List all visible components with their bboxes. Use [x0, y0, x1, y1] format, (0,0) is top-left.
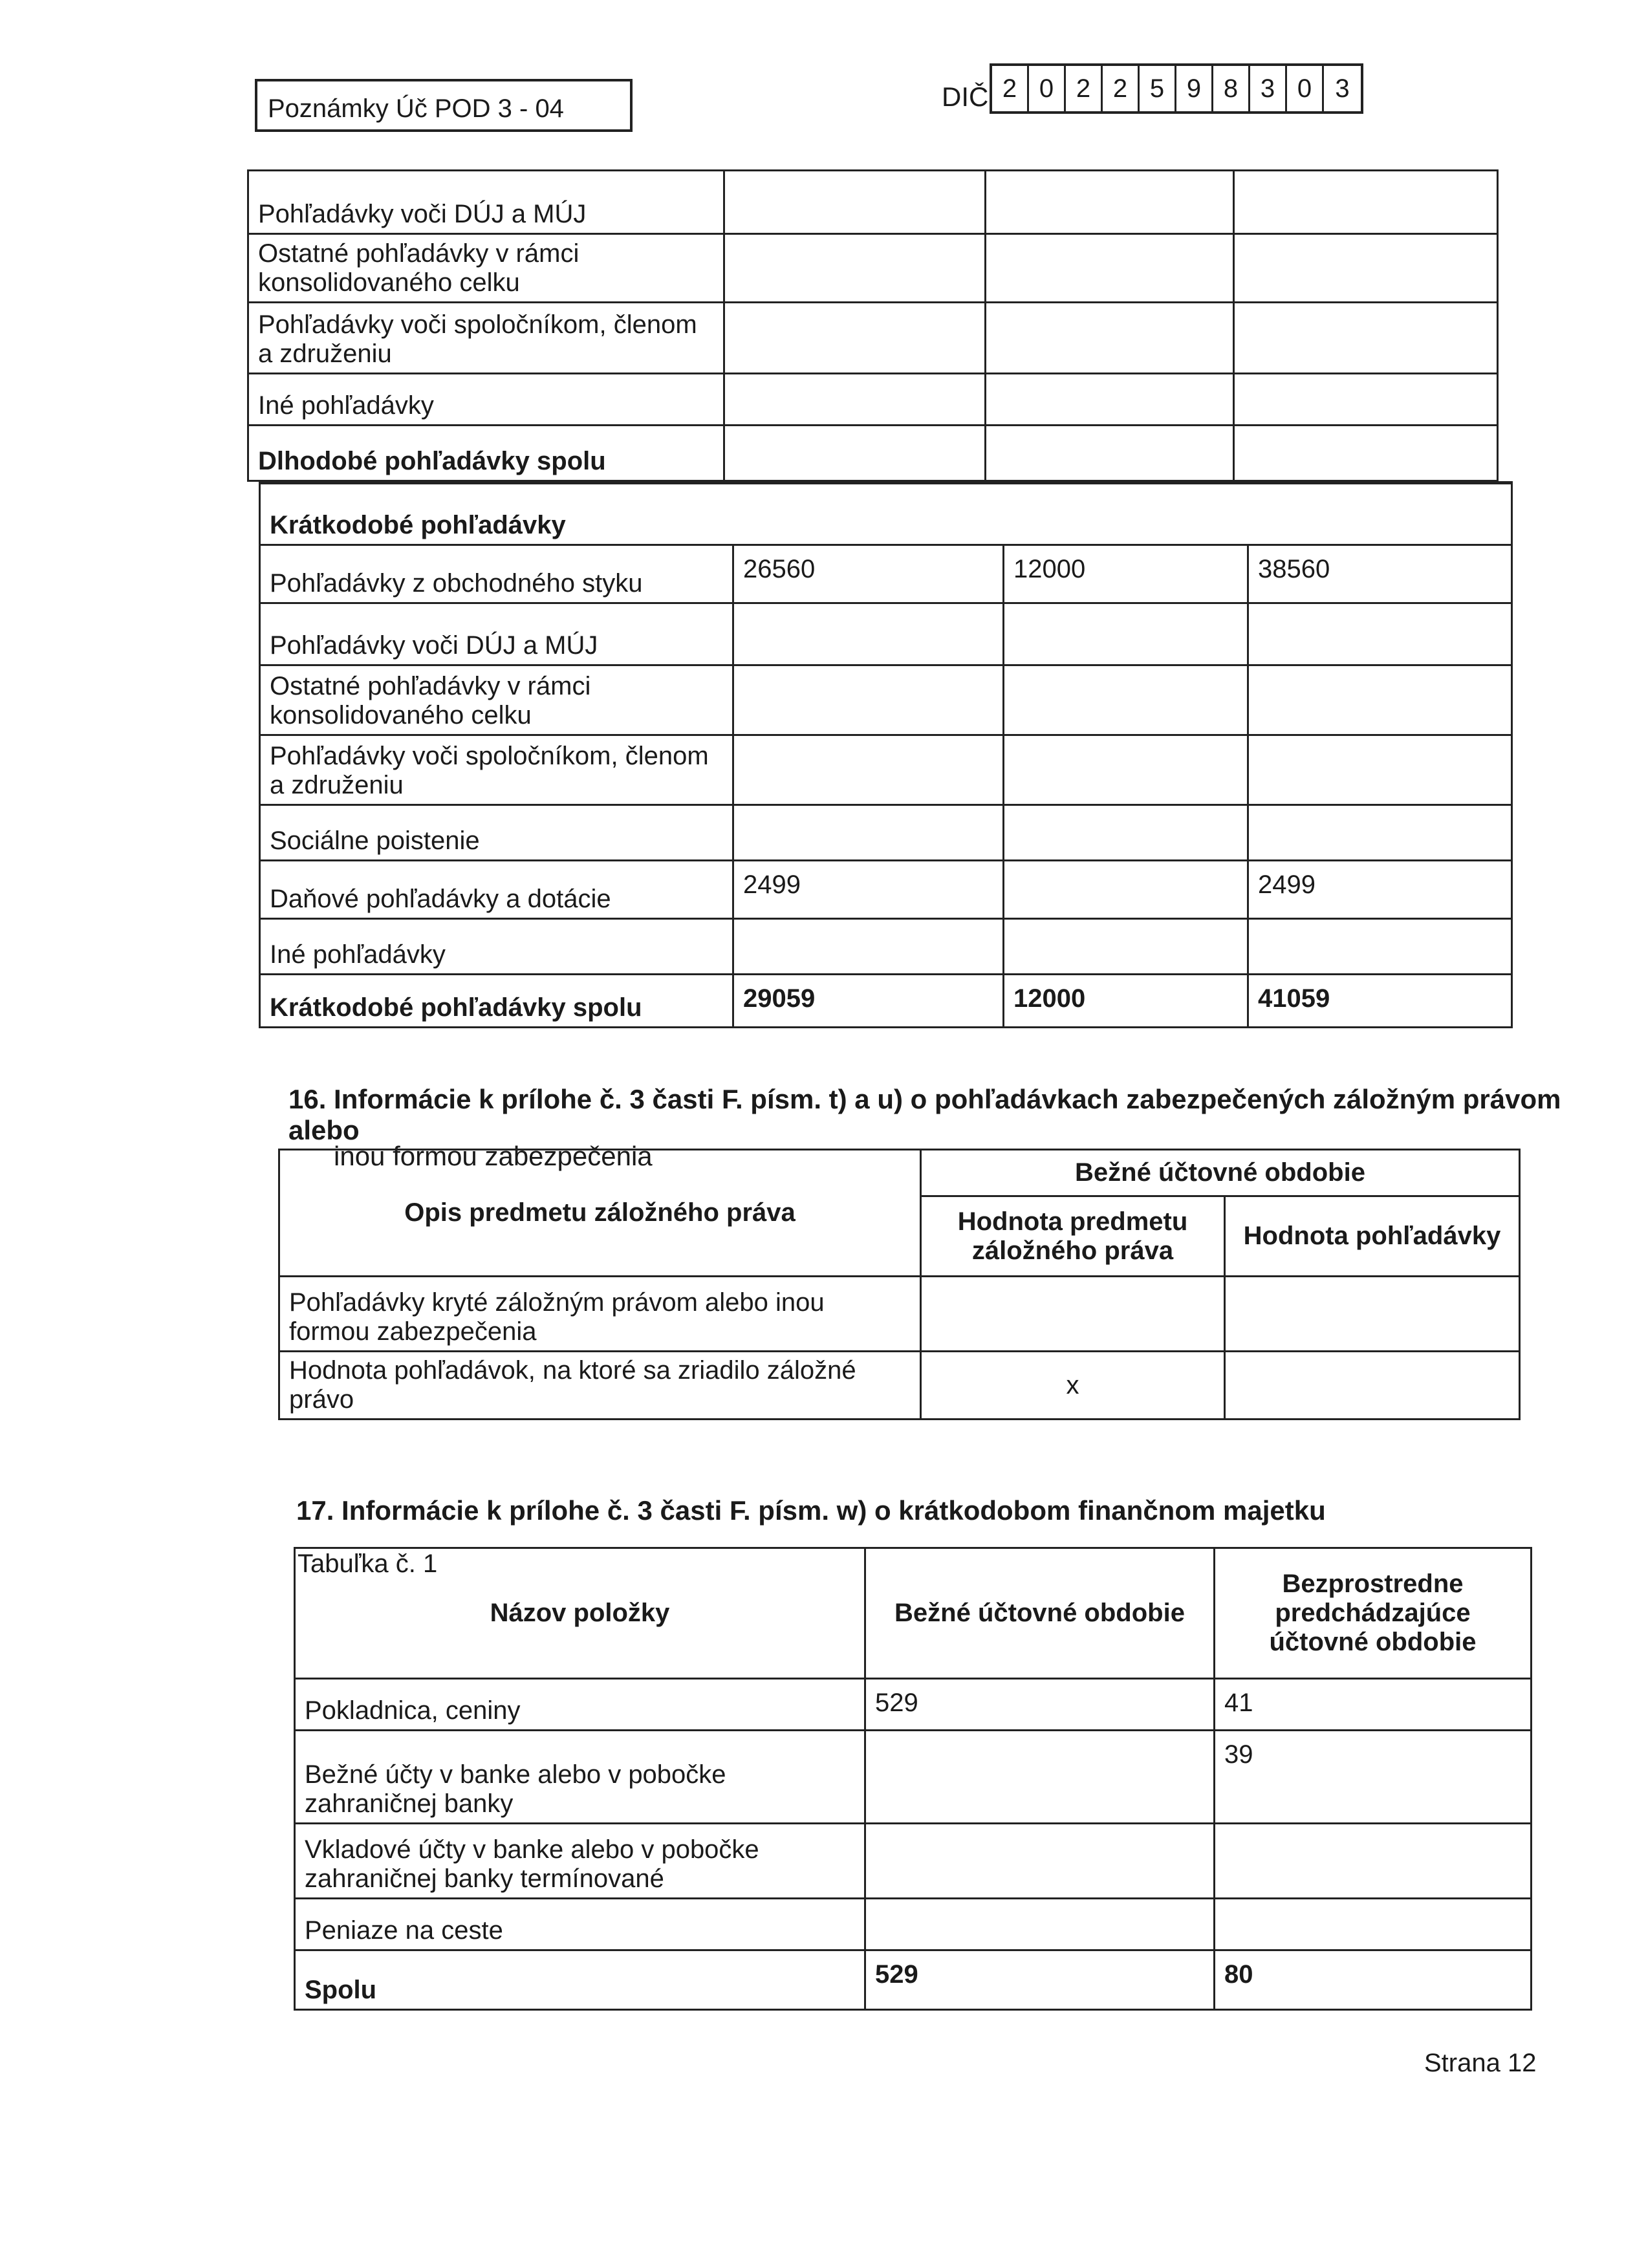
value-cell: [1004, 805, 1248, 861]
value-cell: [1248, 665, 1512, 735]
table-row-total: [248, 426, 1498, 481]
table-label: Tabuľka č. 1: [298, 1550, 438, 1578]
row-label: Iné pohľadávky: [260, 919, 733, 975]
table-row: [248, 303, 1498, 374]
short-term-receivables-table: [259, 481, 1513, 1028]
form-id-box: [255, 79, 633, 132]
value-cell: 12000: [1004, 545, 1248, 603]
value-cell: [986, 426, 1234, 481]
row-label: Pokladnica, ceniny: [295, 1679, 865, 1731]
table-header-row: [295, 1548, 1532, 1679]
value-cell: [724, 426, 986, 481]
form-id-label: Poznámky Úč POD 3 - 04: [268, 94, 564, 123]
value-cell: 41059: [1248, 975, 1512, 1028]
value-cell: [1234, 303, 1498, 374]
table-row: [260, 805, 1512, 861]
value-cell: 29059: [733, 975, 1004, 1028]
row-label: Hodnota pohľadávok, na ktoré sa zriadilo záložné právo: [279, 1352, 921, 1420]
value-cell: 80: [1215, 1950, 1532, 2010]
value-cell: [1004, 735, 1248, 805]
table-row: [295, 1731, 1532, 1824]
dic-digit: 5: [1140, 66, 1176, 111]
value-cell: [724, 303, 986, 374]
value-cell: [1004, 919, 1248, 975]
value-cell: [1248, 603, 1512, 665]
table-row-total: [260, 975, 1512, 1028]
section-16-title-cont: inou formou zabezpečenia: [334, 1141, 653, 1171]
row-label: Krátkodobé pohľadávky spolu: [260, 975, 733, 1028]
table-row: [260, 735, 1512, 805]
table-row: [248, 234, 1498, 303]
row-label: Sociálne poistenie: [260, 805, 733, 861]
table-row: [260, 919, 1512, 975]
value-cell: 2499: [1248, 861, 1512, 919]
row-label: Spolu: [295, 1950, 865, 2010]
value-cell: [1225, 1352, 1520, 1420]
value-cell: [1215, 1899, 1532, 1950]
dic-digit: 8: [1213, 66, 1250, 111]
dic-label: DIČ: [942, 81, 989, 112]
dic-digit: 3: [1250, 66, 1287, 111]
value-cell: [865, 1824, 1215, 1899]
value-cell: [724, 374, 986, 426]
dic-digit: 0: [1029, 66, 1066, 111]
value-cell: [1248, 735, 1512, 805]
table-row: [260, 545, 1512, 603]
table-row: [279, 1352, 1520, 1420]
col-current-header: Bežné účtovné obdobie: [865, 1548, 1215, 1679]
row-label: Daňové pohľadávky a dotácie: [260, 861, 733, 919]
value-cell: [1234, 426, 1498, 481]
col-previous-header: Bezprostredne predchádzajúce účtovné obdobie: [1215, 1548, 1532, 1679]
value-cell: [1004, 665, 1248, 735]
value-cell: [986, 171, 1234, 234]
value-cell: x: [921, 1352, 1225, 1420]
value-cell: [1234, 171, 1498, 234]
value-cell: [724, 171, 986, 234]
value-cell: [1004, 603, 1248, 665]
value-cell: [733, 805, 1004, 861]
table-header-row: [279, 1150, 1520, 1196]
row-label: Pohľadávky kryté záložným právom alebo inou formou zabezpečenia: [279, 1277, 921, 1352]
value-cell: [733, 603, 1004, 665]
row-label: Pohľadávky voči spoločníkom, členom a združeniu: [248, 303, 724, 374]
value-cell: [986, 303, 1234, 374]
value-cell: 41: [1215, 1679, 1532, 1731]
dic-digit: 3: [1335, 74, 1350, 103]
row-label: Pohľadávky voči DÚJ a MÚJ: [260, 603, 733, 665]
col-value-receivable-header: Hodnota pohľadávky: [1225, 1196, 1520, 1277]
table-row: [248, 374, 1498, 426]
value-cell: [724, 234, 986, 303]
section-16-title: 16. Informácie k prílohe č. 3 časti F. písm. t) a u) o pohľadávkach zabezpečených záložným právom alebo: [288, 1084, 1561, 1145]
table-row: [295, 1824, 1532, 1899]
table-row: [295, 1679, 1532, 1731]
row-label: Vkladové účty v banke alebo v pobočke zahraničnej banky termínované: [295, 1824, 865, 1899]
value-cell: 529: [865, 1679, 1215, 1731]
page-number: Strana 12: [1424, 2049, 1537, 2077]
long-term-receivables-table: [247, 169, 1499, 482]
table-row-total: [295, 1950, 1532, 2010]
value-cell: 38560: [1248, 545, 1512, 603]
dic-digit: 2: [1066, 66, 1103, 111]
row-label: Pohľadávky voči spoločníkom, členom a združeniu: [260, 735, 733, 805]
value-cell: [1225, 1277, 1520, 1352]
value-cell: 12000: [1004, 975, 1248, 1028]
dic-digit: 2: [1103, 66, 1140, 111]
dic-digit: 0: [1287, 66, 1324, 111]
table-row: [260, 603, 1512, 665]
value-cell: [1248, 805, 1512, 861]
value-cell: [865, 1899, 1215, 1950]
financial-assets-table: [294, 1547, 1532, 2011]
value-cell: [1248, 919, 1512, 975]
row-label: Pohľadávky voči DÚJ a MÚJ: [248, 171, 724, 234]
value-cell: [1004, 861, 1248, 919]
value-cell: 26560: [733, 545, 1004, 603]
row-label: Dlhodobé pohľadávky spolu: [248, 426, 724, 481]
dic-digit: 2: [992, 66, 1029, 111]
section-label: Krátkodobé pohľadávky: [260, 483, 1512, 545]
value-cell: [1234, 374, 1498, 426]
row-label: Pohľadávky z obchodného styku: [260, 545, 733, 603]
col-name-header: Názov položky: [295, 1548, 865, 1679]
value-cell: [986, 234, 1234, 303]
dic-digit: 9: [1176, 66, 1213, 111]
value-cell: [1234, 234, 1498, 303]
value-cell: [986, 374, 1234, 426]
col-value-subject-header: Hodnota predmetu záložného práva: [921, 1196, 1225, 1277]
row-label: Ostatné pohľadávky v rámci konsolidovaného celku: [248, 234, 724, 303]
value-cell: [921, 1277, 1225, 1352]
row-label: Bežné účty v banke alebo v pobočke zahraničnej banky: [295, 1731, 865, 1824]
section-header-row: [260, 483, 1512, 545]
value-cell: [733, 665, 1004, 735]
value-cell: 529: [865, 1950, 1215, 2010]
row-label: Peniaze na ceste: [295, 1899, 865, 1950]
table-row: [260, 861, 1512, 919]
dic-digit-cells: [990, 63, 1363, 114]
value-cell: 39: [1215, 1731, 1532, 1824]
col-desc-header: Opis predmetu záložného práva: [279, 1150, 921, 1277]
collateral-table: [278, 1149, 1521, 1420]
value-cell: [733, 919, 1004, 975]
group-header: Bežné účtovné obdobie: [921, 1150, 1520, 1196]
row-label: Iné pohľadávky: [248, 374, 724, 426]
value-cell: [865, 1731, 1215, 1824]
table-row: [248, 171, 1498, 234]
table-row: [295, 1899, 1532, 1950]
row-label: Ostatné pohľadávky v rámci konsolidovaného celku: [260, 665, 733, 735]
value-cell: 2499: [733, 861, 1004, 919]
value-cell: [1215, 1824, 1532, 1899]
value-cell: [733, 735, 1004, 805]
table-row: [279, 1277, 1520, 1352]
table-row: [260, 665, 1512, 735]
section-17-title: 17. Informácie k prílohe č. 3 časti F. písm. w) o krátkodobom finančnom majetku: [296, 1495, 1326, 1526]
